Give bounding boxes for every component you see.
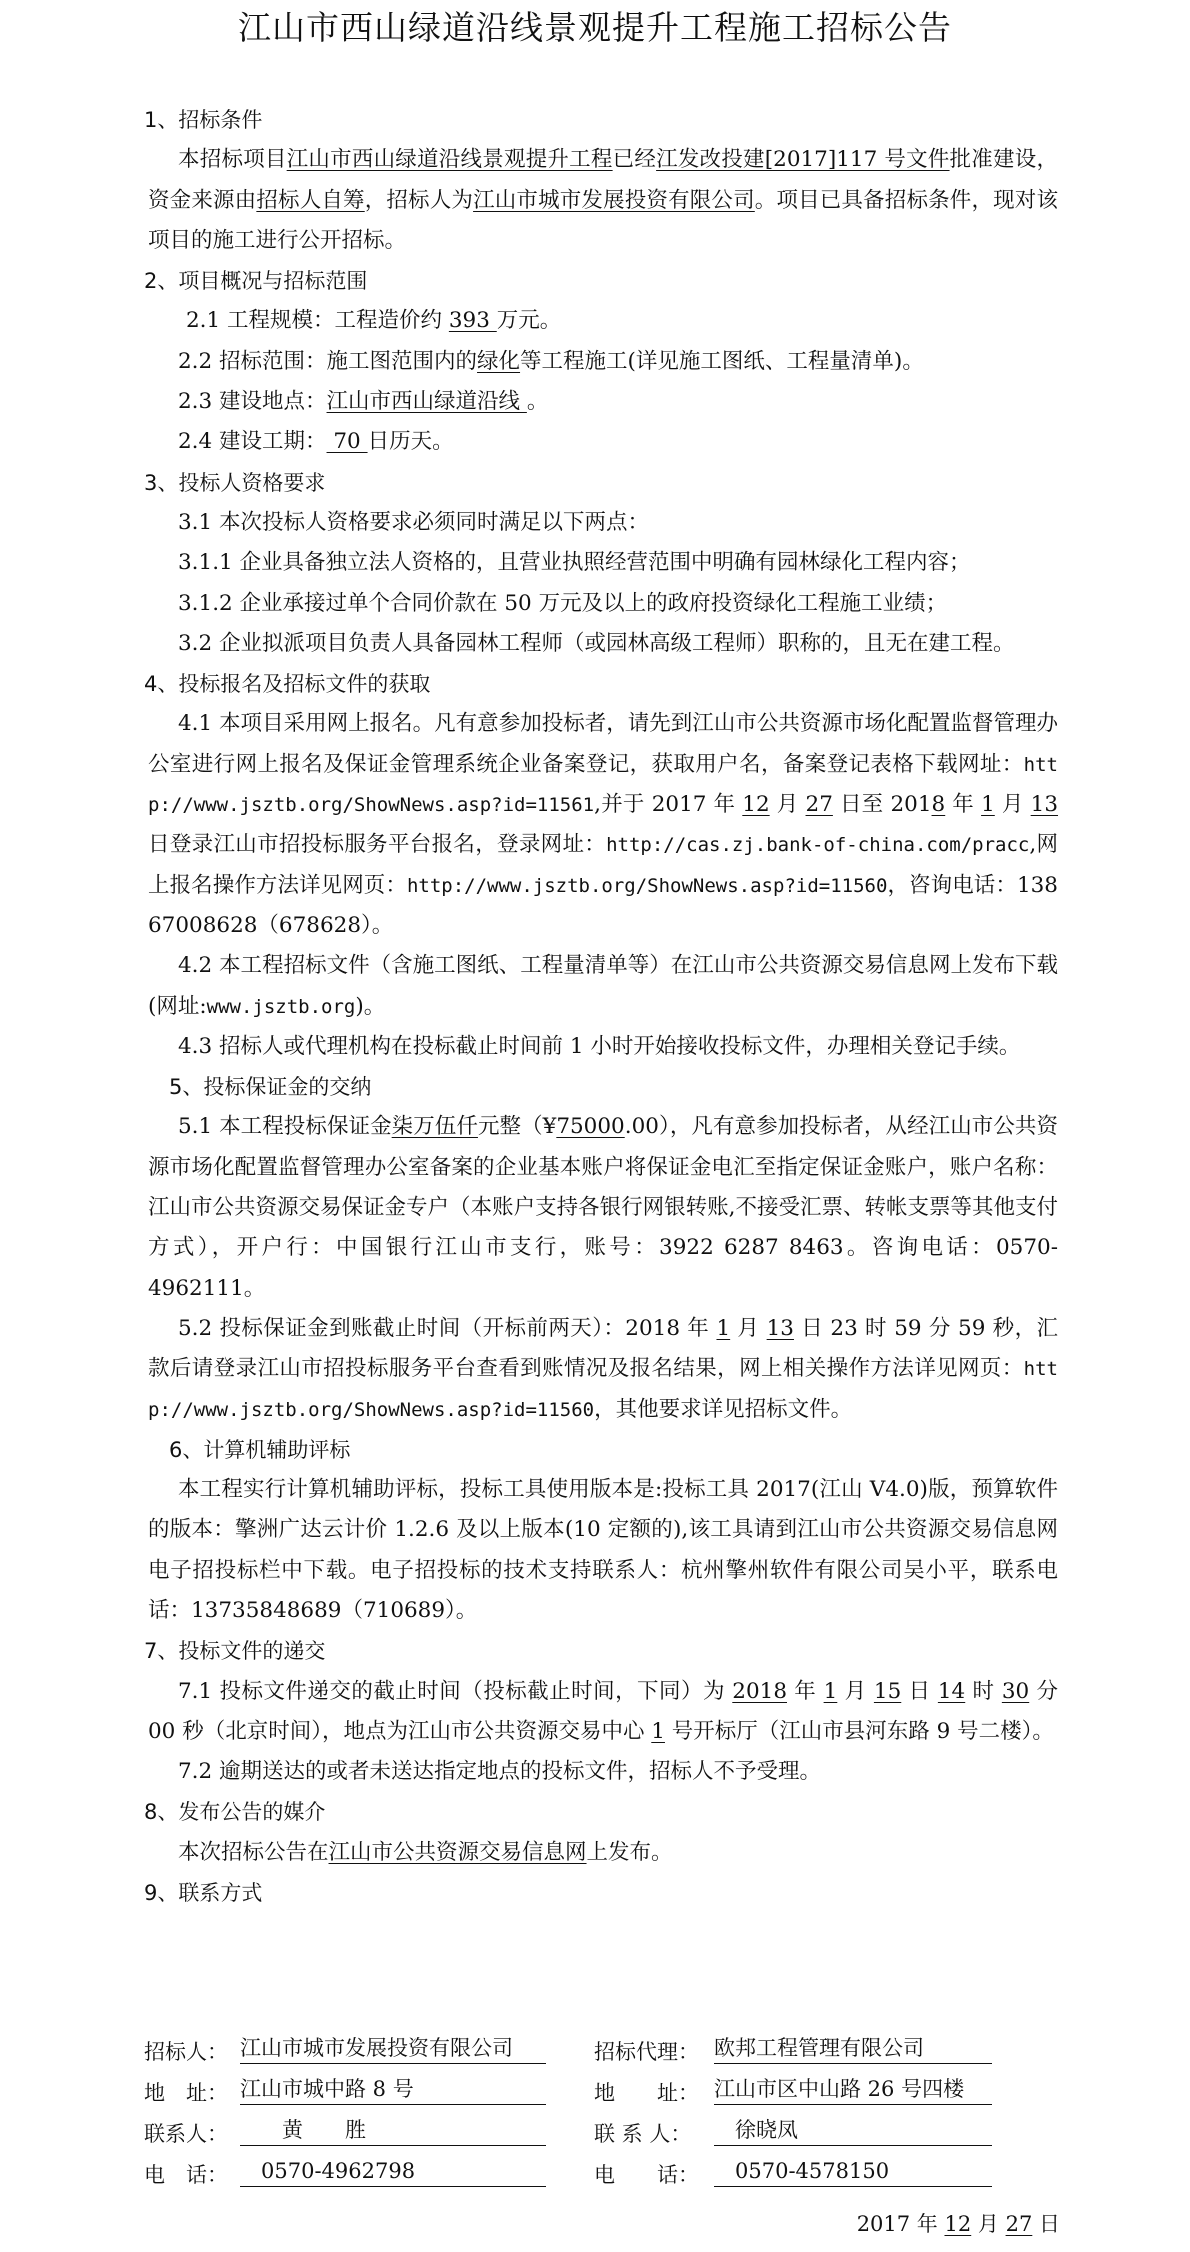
text: 年 xyxy=(945,792,982,818)
download-link[interactable]: http://www.jsztb.org/ShowNews.asp?id=11561 xyxy=(148,753,1058,817)
text: 2.4 建设工期： xyxy=(178,429,327,455)
contact-value: 江山市区中山路 26 号四楼 xyxy=(714,2073,992,2105)
section-1-paragraph xyxy=(148,140,1058,261)
text: 4.2 本工程招标文件（含施工图纸、工程量清单等）在江山市公共资源交易信息网上发布下载(网址: xyxy=(148,953,1058,1019)
date-day: 13 xyxy=(1030,792,1059,818)
section-heading-1: 1、招标条件 xyxy=(144,108,263,132)
text: 月 xyxy=(837,1678,874,1704)
section-heading-2: 2、项目概况与招标范围 xyxy=(144,269,368,294)
location-value: 江山市西山绿道沿线 xyxy=(326,389,527,415)
login-link[interactable]: http://cas.zj.bank-of-china.com/pracc xyxy=(606,834,1030,857)
text: 2.3 建设地点： xyxy=(178,389,327,415)
text: 2017 年 xyxy=(856,2212,945,2236)
contact-value: 江山市城市发展投资有限公司 xyxy=(240,2032,546,2064)
qualification-line: 3.2 企业拟派项目负责人具备园林工程师（或园林高级工程师）职称的，且无在建工程。 xyxy=(178,630,1015,656)
text: 号开标厅（江山市县河东路 9 号二楼）。 xyxy=(664,1718,1054,1744)
text: 批准建设，资金来源由 xyxy=(148,147,1058,213)
contact-label: 地 址： xyxy=(594,2081,699,2105)
scale-line xyxy=(148,301,1058,341)
media-name: 江山市公共资源交易信息网 xyxy=(328,1839,587,1865)
room-number: 1 xyxy=(651,1718,665,1744)
section-heading-9: 9、联系方式 xyxy=(144,1881,263,1906)
text: 年 xyxy=(787,1678,824,1704)
text: 。 xyxy=(526,389,549,415)
qualification-line: 3.1.1 企业具备独立法人资格的，且营业执照经营范围中明确有园林绿化工程内容； xyxy=(178,550,971,576)
page-title: 江山市西山绿道沿线景观提升工程施工招标公告 xyxy=(238,8,952,47)
cost-value: 393 xyxy=(448,308,497,334)
text: ，其他要求详见招标文件。 xyxy=(594,1396,853,1422)
text: 月 xyxy=(994,792,1031,818)
website-link[interactable]: www.jsztb.org xyxy=(206,995,356,1018)
media-paragraph xyxy=(148,1833,1058,1873)
contact-label: 招标人： xyxy=(144,2040,228,2064)
text: 等工程施工(详见施工图纸、工程量清单)。 xyxy=(520,348,924,374)
contact-label: 电 话： xyxy=(594,2163,699,2187)
text: 日登录江山市招投标服务平台报名，登录网址： xyxy=(148,832,607,858)
approval-document: 江发改投建[2017]117 号文件 xyxy=(656,147,950,173)
text: 元整（¥ xyxy=(477,1114,557,1140)
text: 日 23 时 59 分 59 秒，汇款后请登录江山市招投标服务平台查看到账情况及报名结果，网上相关操作方法详见网页： xyxy=(148,1315,1058,1382)
contact-table xyxy=(144,2032,1064,2196)
contact-value: 徐晓凤 xyxy=(714,2114,992,2146)
contact-row xyxy=(144,2155,1064,2196)
date-year-digit: 8 xyxy=(931,792,946,818)
text: 5.1 本工程投标保证金 xyxy=(178,1114,392,1140)
contact-value: 0570-4962798 xyxy=(240,2155,546,2187)
duration-value: 70 xyxy=(326,429,368,455)
registration-paragraph xyxy=(148,704,1058,946)
contact-row xyxy=(144,2073,1064,2114)
text: )。 xyxy=(355,993,386,1019)
text: 日至 201 xyxy=(832,792,932,818)
contact-label: 地 址： xyxy=(144,2081,228,2105)
contact-label: 联 系 人： xyxy=(594,2122,692,2146)
guide-link[interactable]: http://www.jsztb.org/ShowNews.asp?id=11560 xyxy=(406,874,888,897)
contact-value: 江山市城中路 8 号 xyxy=(240,2073,546,2105)
owner-name: 江山市城市发展投资有限公司 xyxy=(473,187,755,213)
contact-value: 欧邦工程管理有限公司 xyxy=(714,2032,992,2064)
document-download-paragraph xyxy=(148,946,1058,1027)
text: 万元。 xyxy=(496,308,562,334)
bid-deadline-paragraph xyxy=(148,1672,1058,1753)
scope-line xyxy=(148,342,1058,382)
text: 本招标项目 xyxy=(178,147,287,173)
contact-label: 电 话： xyxy=(144,2163,228,2187)
section-heading-6: 6、计算机辅助评标 xyxy=(169,1437,351,1462)
qualification-line: 3.1 本次投标人资格要求必须同时满足以下两点： xyxy=(178,509,650,535)
text: 本次招标公告在 xyxy=(178,1839,329,1865)
project-name: 江山市西山绿道沿线景观提升工程 xyxy=(286,147,613,173)
text: ，咨询电话：13867008628（678628）。 xyxy=(148,872,1058,938)
date-year: 2018 xyxy=(732,1678,787,1704)
contact-row xyxy=(144,2114,1064,2155)
text: 已经 xyxy=(612,147,657,173)
text: 。项目已具备招标条件，现对该项目的施工进行公开招标。 xyxy=(148,187,1058,253)
text: 时 xyxy=(965,1678,1002,1704)
date-month: 12 xyxy=(944,2212,972,2236)
text: 日 xyxy=(901,1678,938,1704)
section-heading-5: 5、投标保证金的交纳 xyxy=(169,1075,372,1100)
duration-line xyxy=(148,422,1058,462)
date-day: 27 xyxy=(1005,2212,1033,2236)
contact-label: 招标代理： xyxy=(594,2040,699,2064)
text: 上发布。 xyxy=(586,1839,673,1865)
late-submission-paragraph: 7.2 逾期送达的或者未送达指定地点的投标文件，招标人不予受理。 xyxy=(178,1759,822,1785)
date-month: 1 xyxy=(716,1315,731,1341)
contact-value: 黄 胜 xyxy=(240,2114,546,2146)
contact-row xyxy=(144,2032,1064,2073)
text: 4.1 本项目采用网上报名。凡有意参加投标者，请先到江山市公共资源市场化配置监督管理办公室进行网上报名及保证金管理系统企业备案登记，获取用户名，备案登记表格下载网址： xyxy=(148,711,1058,777)
section-heading-7: 7、投标文件的递交 xyxy=(144,1639,326,1664)
text: 日 xyxy=(1032,2212,1060,2236)
time-hour: 14 xyxy=(937,1678,966,1704)
deposit-deadline-paragraph xyxy=(148,1309,1058,1430)
text: ,并于 2017 年 xyxy=(594,792,743,818)
text: 日历天。 xyxy=(367,429,454,455)
contact-value: 0570-4578150 xyxy=(714,2155,992,2187)
evaluation-paragraph: 本工程实行计算机辅助评标，投标工具使用版本是:投标工具 2017(江山 V4.0)版，预算软件的版本：擎洲广达云计价 1.2.6 及以上版本(10 定额的),该工具请到江山市公共资源交易信息网电子招投标栏中下载。电子招投标的技术支持联系人：杭州擎州软件有限公司吴小平，联系电话：13735848689（710689）。 xyxy=(148,1477,1058,1623)
text: ,网上报名操作方法详见网页： xyxy=(148,832,1058,898)
text: 月 xyxy=(730,1315,767,1341)
text: 2.1 工程规模：工程造价约 xyxy=(186,308,449,334)
text: 2.2 招标范围：施工图范围内的 xyxy=(178,348,478,374)
date-month: 1 xyxy=(823,1678,838,1704)
date-day: 27 xyxy=(805,792,833,818)
scope-value: 绿化 xyxy=(477,348,521,374)
text: 分 00 秒（北京时间），地点为江山市公共资源交易中心 xyxy=(148,1678,1059,1744)
section-heading-8: 8、发布公告的媒介 xyxy=(144,1800,326,1825)
deposit-paragraph xyxy=(148,1107,1058,1308)
location-line xyxy=(148,382,1058,422)
submission-time-paragraph: 4.3 招标人或代理机构在投标截止时间前 1 小时开始接收投标文件，办理相关登记手续。 xyxy=(178,1033,1021,1059)
text: 5.2 投标保证金到账截止时间（开标前两天）：2018 年 xyxy=(178,1315,717,1341)
section-heading-3: 3、投标人资格要求 xyxy=(144,470,326,495)
announcement-body xyxy=(144,100,1059,1913)
announcement-date xyxy=(800,2206,1060,2242)
text: 月 xyxy=(971,2212,1006,2236)
contact-label: 联系人： xyxy=(144,2122,228,2146)
text: .00），凡有意参加投标者，从经江山市公共资源市场化配置监督管理办公室备案的企业基本账户将保证金电汇至指定保证金账户，账户名称：江山市公共资源交易保证金专户（本账户支持各银行网银转账,不接受汇票、转帐支票等其他支付方式），开户行：中国银行江山市支行，账号：3922 6287 8463。咨询电话：0570-4962111。 xyxy=(148,1114,1058,1301)
date-day: 15 xyxy=(873,1678,902,1704)
date-day: 13 xyxy=(766,1315,794,1341)
text: ，招标人为 xyxy=(364,187,474,213)
date-month: 12 xyxy=(742,792,770,818)
section-heading-4: 4、投标报名及招标文件的获取 xyxy=(144,672,431,697)
date-month: 1 xyxy=(981,792,995,818)
time-minute: 30 xyxy=(1001,1678,1030,1704)
text: 7.1 投标文件递交的截止时间（投标截止时间，下同）为 xyxy=(178,1678,733,1704)
qualification-line: 3.1.2 企业承接过单个合同价款在 50 万元及以上的政府投资绿化工程施工业绩； xyxy=(178,590,948,616)
guide-link[interactable]: http://www.jsztb.org/ShowNews.asp?id=11560 xyxy=(148,1358,1058,1421)
deposit-amount: 75000 xyxy=(556,1114,625,1140)
text: 月 xyxy=(769,792,806,818)
fund-source: 招标人自筹 xyxy=(256,187,365,213)
deposit-amount-words: 柒万伍仟 xyxy=(391,1114,478,1140)
